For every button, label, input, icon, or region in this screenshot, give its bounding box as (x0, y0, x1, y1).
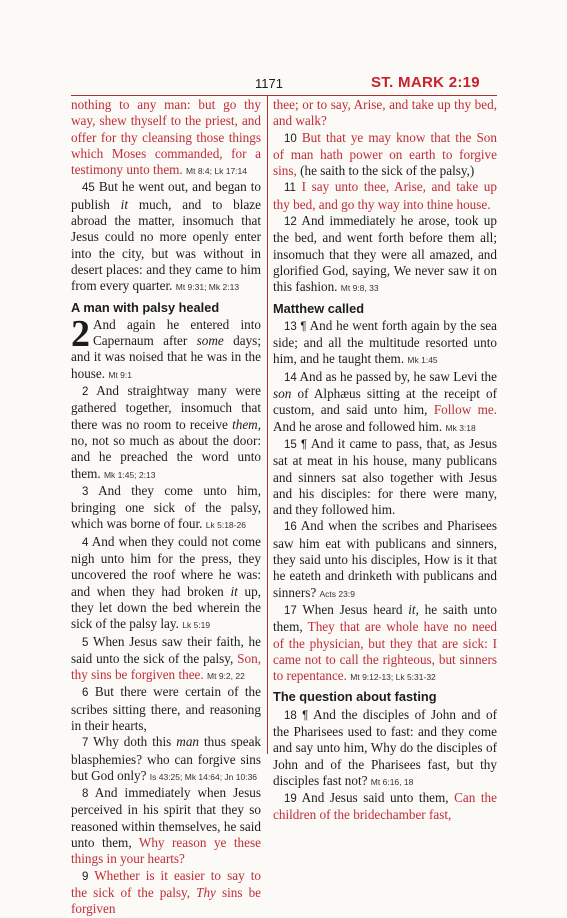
verse-7: 7 Why doth this man thus speak blasphemies? who can forgive sins but God only? Is 43:25; Mk 14:64; Jn 10:36 (71, 734, 262, 783)
verse-2: 2 And straightway many were gathered together, insomuch that there was no room to receive them, no, not so much as about the door: and he preached the word unto them. Mk 1:45; 2:13 (71, 383, 261, 481)
verse-8: 8 And immediately when Jesus perceived in his spirit that they so reasoned within themselves, he said unto them, Why reason ye these things in your hearts? (71, 785, 261, 867)
verse-17: 17 When Jesus heard it, he saith unto them, They that are whole have no need of the physician, but they that are sick: I came not to call the righteous, but sinners to repentance. Mt 9:12-13; Lk 5:31-32 (273, 601, 497, 684)
verse-12: 12 And immediately he arose, took up the bed, and went forth before them all; insomuch that they were all amazed, and glorified God, saying, We never saw it on this fashion. Mt 9:8, 33 (273, 213, 497, 295)
verse-14: 14 And as he passed by, he saw Levi the son of Alphæus sitting at the receipt of custom, and said unto him, Follow me. And he arose and followed him. Mk 3:18 (273, 368, 498, 434)
verse-6: 6 But there were certain of the scribes sitting there, and reasoning in their hearts, (71, 684, 262, 733)
running-head: ST. MARK 2:19 (371, 74, 480, 91)
verse-9-continued: thee; or to say, Arise, and take up thy bed, and walk? (273, 97, 497, 129)
column-divider (267, 96, 268, 754)
verse-16: 16 And when the scribes and Pharisees saw him eat with publicans and sinners, they said unto his disciples, How is it that he eateth and drinketh with publicans and sinners? Acts 23:9 (273, 518, 497, 600)
verse-1: 2 And again he entered into Capernaum after some days; and it was noised that he was in the house. Mt 9:1 (71, 312, 261, 381)
verse-15: 15 ¶ And it came to pass, that, as Jesus sat at meat in his house, many publicans and sinners sat also together with Jesus and his disciples: for there were many, and they followed him. (273, 435, 497, 518)
verse-9: 9 Whether is it easier to say to the sick of the palsy, Thy sins be forgiven (71, 867, 262, 917)
left-column (71, 97, 261, 918)
header-rule (71, 95, 497, 96)
verse-4: 4 And when they could not come nigh unto him for the press, they uncovered the roof where he was: and when they had broken it up, they let down the bed wherein the sick of the palsy lay. Lk 5:19 (71, 533, 261, 632)
right-column (273, 97, 497, 824)
page-header (0, 74, 567, 94)
section-heading-matthew: Matthew called (273, 300, 365, 316)
verse-3: 3 And they come unto him, bringing one sick of the palsy, which was borne of four. Lk 5:18-26 (71, 482, 261, 532)
verse-11: 11 I say unto thee, Arise, and take up thy bed, and go thy way into thine house. (273, 179, 497, 212)
verse-18: 18 ¶ And the disciples of John and of the Pharisees used to fast: and they come and say unto him, Why do the disciples of John and of the Pharisees fast, but thy disciples fast not? Mt 6:16, 18 (273, 706, 497, 788)
verse-19: 19 And Jesus said unto them, Can the children of the bridechamber fast, (273, 790, 497, 823)
section-heading-palsy: A man with palsy healed (71, 299, 220, 315)
verse-5: 5 When Jesus saw their faith, he said unto the sick of the palsy, Son, thy sins be forgiven thee. Mt 9:2, 22 (71, 633, 262, 683)
page-number: 1171 (255, 76, 283, 91)
section-heading-fasting: The question about fasting (273, 689, 437, 705)
verse-13: 13 ¶ And he went forth again by the sea side; and all the multitude resorted unto him, and he taught them. Mk 1:45 (273, 317, 498, 367)
chapter-number: 2 (71, 312, 90, 355)
verse-45: 45 But he went out, and began to publish it much, and to blaze abroad the matter, insomuch that Jesus could no more openly enter into the city, but was without in desert places: and they came to him from every quarter. Mt 9:31; Mk 2:13 (71, 179, 262, 294)
verse-10: 10 But that ye may know that the Son of man hath power on earth to forgive sins, (he saith to the sick of the palsy,) (273, 129, 497, 179)
verse-44-continued: nothing to any man: but go thy way, shew thyself to the priest, and offer for thy cleansing those things which Moses commanded, for a testimony unto them. Mt 8:4; Lk 17:14 (71, 97, 261, 178)
